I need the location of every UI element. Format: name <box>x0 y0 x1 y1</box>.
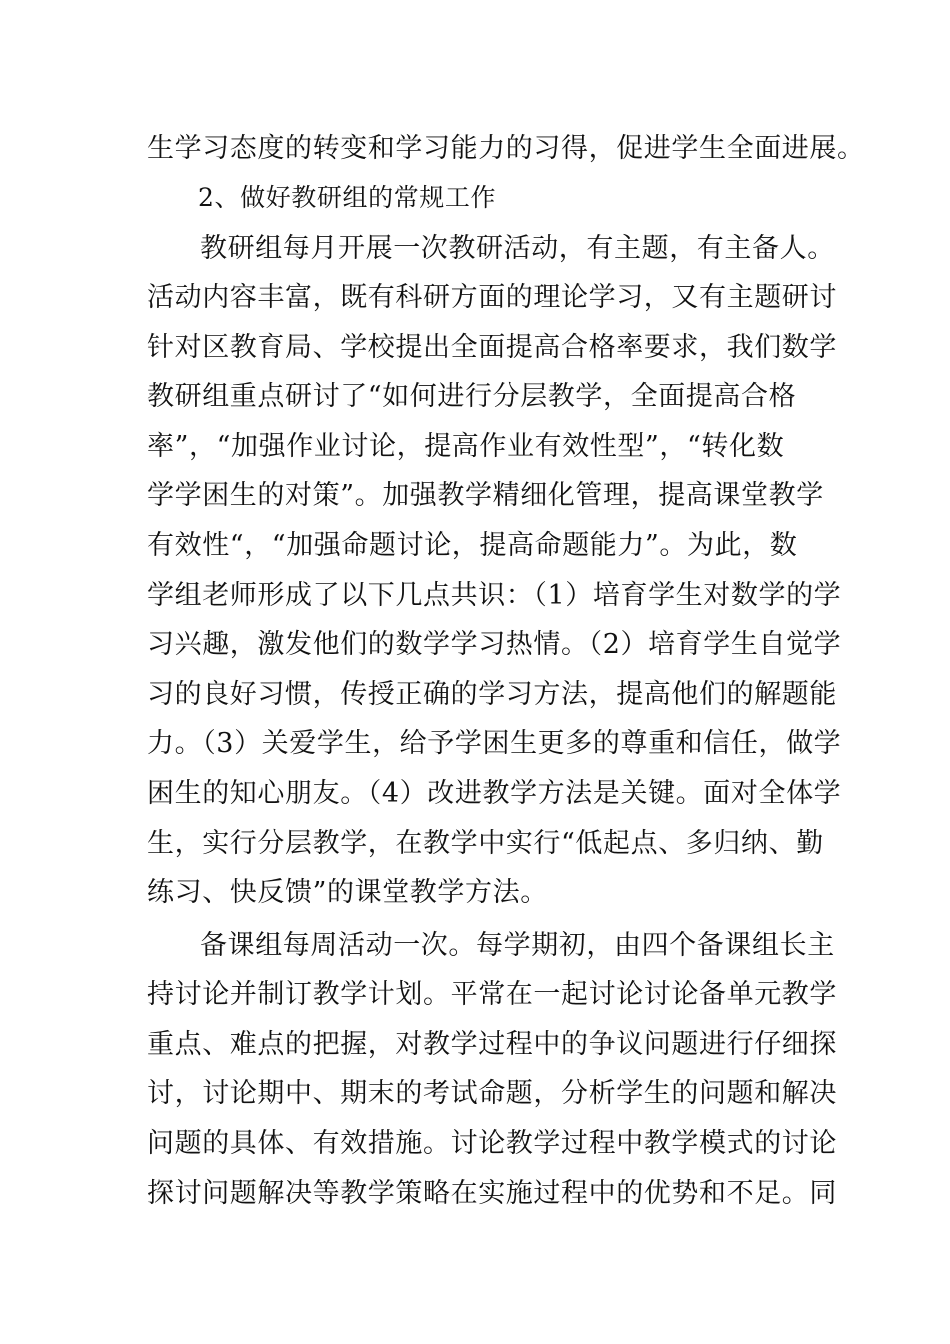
text-line: 重点、难点的把握，对教学过程中的争议问题进行仔细探 <box>147 1029 837 1060</box>
paragraph-first-line: 备课组每周活动一次。每学期初，由四个备课组长主 <box>200 930 835 961</box>
section-heading: 2、做好教研组的常规工作 <box>198 183 497 212</box>
text-line: 率”，“加强作业讨论，提高作业有效性型”，“转化数 <box>147 431 785 462</box>
text-line: 活动内容丰富，既有科研方面的理论学习，又有主题研讨 <box>147 282 837 313</box>
text-line: 练习、快反馈”的课堂教学方法。 <box>147 877 548 908</box>
text-line: 生学习态度的转变和学习能力的习得，促进学生全面进展。 <box>147 133 865 164</box>
text-line: 习的良好习惯，传授正确的学习方法，提高他们的解题能 <box>147 679 837 710</box>
text-line: 习兴趣，激发他们的数学学习热情。（2）培育学生自觉学 <box>147 629 842 660</box>
text-line: 针对区教育局、学校提出全面提高合格率要求，我们数学 <box>147 332 837 363</box>
text-line: 力。（3）关爱学生，给予学困生更多的尊重和信任，做学 <box>147 728 842 759</box>
text-line: 持讨论并制订教学计划。平常在一起讨论讨论备单元教学 <box>147 979 837 1010</box>
text-line: 有效性“，“加强命题讨论，提高命题能力”。为此，数 <box>147 530 798 561</box>
text-line: 教研组重点研讨了“如何进行分层教学，全面提高合格 <box>147 381 797 412</box>
text-line: 困生的知心朋友。（4）改进教学方法是关键。面对全体学 <box>147 778 842 809</box>
text-line: 问题的具体、有效措施。讨论教学过程中教学模式的讨论 <box>147 1128 837 1159</box>
text-line: 讨，讨论期中、期末的考试命题，分析学生的问题和解决 <box>147 1078 837 1109</box>
text-line: 探讨问题解决等教学策略在实施过程中的优势和不足。同 <box>147 1178 837 1209</box>
paragraph-first-line: 教研组每月开展一次教研活动，有主题，有主备人。 <box>200 233 835 264</box>
text-line: 学组老师形成了以下几点共识：（1）培育学生对数学的学 <box>147 580 842 611</box>
text-line: 学学困生的对策”。加强教学精细化管理，提高课堂教学 <box>147 480 824 511</box>
text-line: 生，实行分层教学，在教学中实行“低起点、多归纳、勤 <box>147 828 824 859</box>
